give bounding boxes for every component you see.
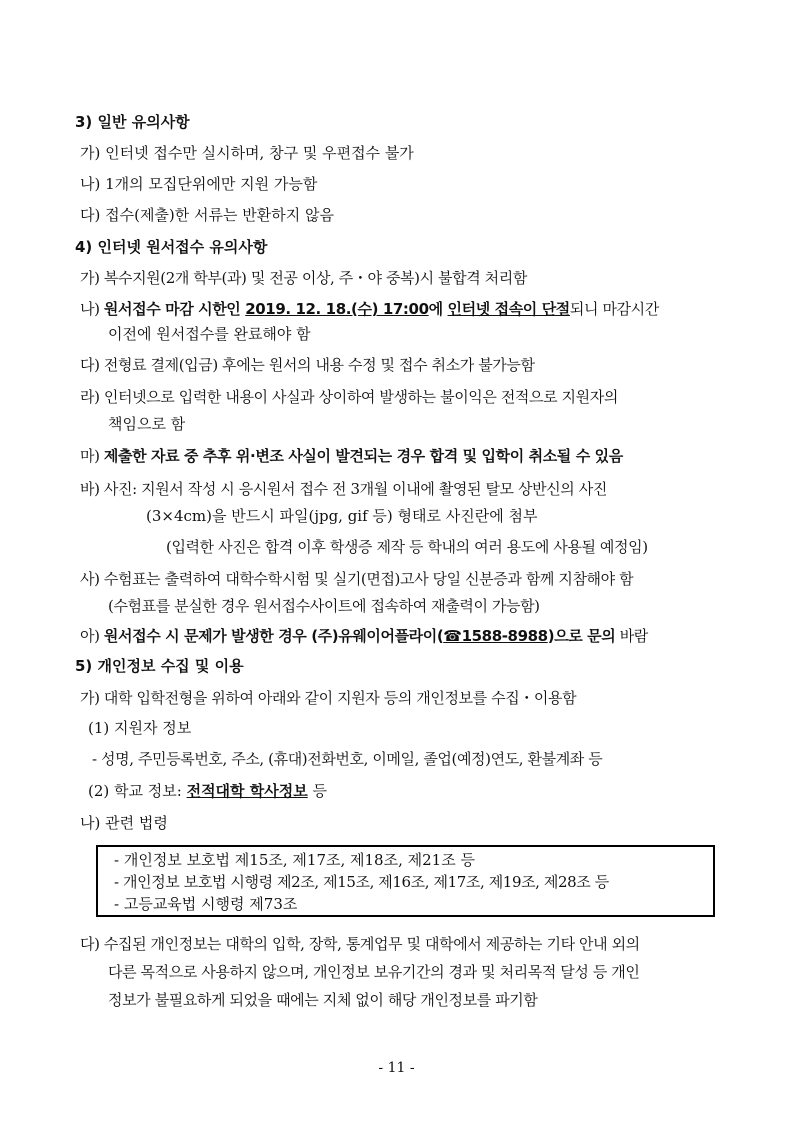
sec5-item-da: 다) 수집된 개인정보는 대학의 입학, 장학, 통계업무 및 대학에서 제공하는 기타 안내 외의: [80, 935, 640, 953]
sec4-na-prefix: 나): [80, 300, 104, 318]
sec5-sub1-detail: - 성명, 주민등록번호, 주소, (휴대)전화번호, 이메일, 졸업(예정)연도, 환불계좌 등: [92, 750, 603, 768]
sec4-aa-bold1: 원서접수 시 문제가 발생한 경우 (주)유웨이어플라이(: [103, 627, 444, 645]
sec3-item-na: 나) 1개의 모집단위에만 지원 가능함: [80, 175, 318, 193]
section-3-heading: 3) 일반 유의사항: [75, 113, 190, 131]
sec5-item-ga: 가) 대학 입학전형을 위하여 아래와 같이 지원자 등의 개인정보를 수집・이용함: [80, 689, 577, 707]
school-info-type: 전적대학 학사정보: [186, 782, 308, 800]
law-item: - 개인정보 보호법 시행령 제2조, 제15조, 제16조, 제17조, 제19조, 제28조 등: [114, 873, 609, 891]
sec4-item-ra: 라) 인터넷으로 입력한 내용이 사실과 상이하여 발생하는 불이익은 전적으로 지원자의: [80, 388, 618, 406]
sec4-na-bold2: 에: [428, 300, 448, 318]
forgery-warning: 제출한 자료 중 추후 위·변조 사실이 발견되는 경우 합격 및 입학이 취소될 수 있음: [103, 447, 623, 465]
sec4-item-ba: 바) 사진: 지원서 작성 시 응시원서 접수 전 3개월 이내에 촬영된 탈모 상반신의 사진: [80, 480, 607, 498]
connection-cut-text: 인터넷 접속이 단절: [447, 300, 570, 318]
sec4-aa-prefix: 아): [80, 627, 104, 645]
sec4-item-aa: [80, 626, 648, 646]
section-4-heading: 4) 인터넷 원서접수 유의사항: [75, 238, 268, 256]
support-phone: ☎1588-8988: [443, 627, 548, 645]
sec3-item-ga: 가) 인터넷 접수만 실시하며, 창구 및 우편접수 불가: [80, 144, 414, 162]
law-item: - 고등교육법 시행령 제73조: [114, 895, 298, 913]
sec4-na-line2: 이전에 원서접수를 완료해야 함: [108, 325, 311, 343]
sec4-aa-bold2: )으로 문의: [547, 627, 616, 645]
sec4-na-bold1: 원서접수 마감 시한인: [103, 300, 246, 318]
sec4-ra-line2: 책임으로 함: [108, 415, 186, 433]
sec5-item-na: 나) 관련 법령: [80, 814, 168, 832]
sec5-da-line3: 정보가 불필요하게 되었을 때에는 지체 없이 해당 개인정보를 파기함: [108, 991, 538, 1009]
sec4-ba-line3: (입력한 사진은 합격 이후 학생증 제작 등 학내의 여러 용도에 사용될 예정임): [166, 538, 648, 556]
law-item: - 개인정보 보호법 제15조, 제17조, 제18조, 제21조 등: [114, 851, 475, 869]
section-5-heading: 5) 개인정보 수집 및 이용: [75, 657, 244, 675]
sec4-ma-prefix: 마): [80, 447, 104, 465]
sec4-sa-line2: (수험표를 분실한 경우 원서접수사이트에 접속하여 재출력이 가능함): [108, 597, 540, 615]
sec5-sub1: (1) 지원자 정보: [88, 719, 192, 737]
sec4-item-na: [80, 299, 659, 319]
sec5-sub2-suffix: 등: [307, 782, 327, 800]
related-laws-box: [96, 845, 715, 917]
sec4-item-ga: 가) 복수지원(2개 학부(과) 및 전공 이상, 주・야 중복)시 불합격 처리함: [80, 269, 527, 287]
page-number: - 11 -: [378, 1060, 415, 1076]
sec5-da-line2: 다른 목적으로 사용하지 않으며, 개인정보 보유기간의 경과 및 처리목적 달성 등 개인: [108, 963, 640, 981]
sec3-item-da: 다) 접수(제출)한 서류는 반환하지 않음: [80, 206, 334, 224]
deadline-date: 2019. 12. 18.(수) 17:00: [245, 300, 429, 318]
sec4-item-sa: 사) 수험표는 출력하여 대학수학시험 및 실기(면접)고사 당일 신분증과 함께 지참해야 함: [80, 570, 634, 588]
sec4-ba-line2: (3×4cm)을 반드시 파일(jpg, gif 등) 형태로 사진란에 첨부: [146, 507, 538, 525]
sec4-item-ma: [80, 446, 623, 466]
sec4-aa-rest: 바람: [615, 627, 648, 645]
sec5-sub2-prefix: (2) 학교 정보:: [88, 782, 187, 800]
sec4-item-da: 다) 전형료 결제(입금) 후에는 원서의 내용 수정 및 접수 취소가 불가능함: [80, 356, 535, 374]
sec5-sub2: [88, 781, 327, 801]
sec4-na-rest: 되니 마감시간: [569, 300, 659, 318]
